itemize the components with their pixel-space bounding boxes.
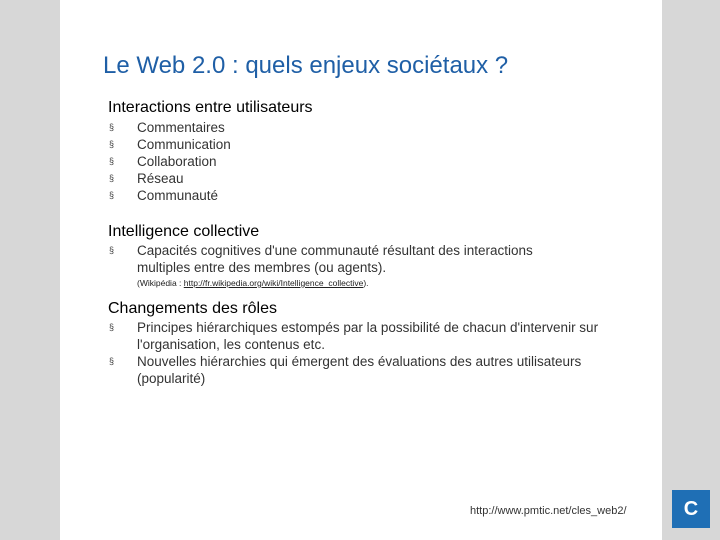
section-heading-intelligence: Intelligence collective [108, 223, 260, 240]
left-side-band [0, 0, 60, 540]
list-item: § Capacités cognitives d'une communauté résultant des interactions multiples entre des membres (ou agents). [109, 243, 533, 275]
roles-list [108, 319, 608, 387]
intelligence-list [108, 242, 558, 276]
list-item: § Communication [109, 137, 231, 152]
section-heading-roles: Changements des rôles [108, 300, 277, 317]
bullet-icon: § [109, 190, 115, 200]
footer-url[interactable]: http://www.pmtic.net/cles_web2/ [470, 505, 627, 517]
bullet-icon: § [109, 156, 115, 166]
wikipedia-link[interactable]: http://fr.wikipedia.org/wiki/Intelligence_collective [183, 278, 364, 288]
interactions-list [108, 119, 231, 204]
bullet-icon: § [109, 356, 115, 366]
brand-logo [672, 490, 710, 528]
slide-title: Le Web 2.0 : quels enjeux sociétaux ? [103, 52, 509, 79]
list-item: § Collaboration [109, 154, 217, 169]
bullet-icon: § [109, 122, 115, 132]
bullet-icon: § [109, 139, 115, 149]
logo-letter: C [683, 497, 699, 520]
bullet-icon: § [109, 245, 115, 255]
list-item: § Commentaires [109, 120, 225, 135]
wikipedia-note: (Wikipédia : http://fr.wikipedia.org/wiki/Intelligence_collective). [137, 278, 369, 288]
right-side-band [662, 0, 720, 540]
section-heading-interactions: Interactions entre utilisateurs [108, 99, 313, 116]
bullet-icon: § [109, 173, 115, 183]
list-item: § Principes hiérarchiques estompés par la possibilité de chacun d'intervenir sur l'organisation, les contenus etc. [109, 320, 599, 352]
list-item: § Nouvelles hiérarchies qui émergent des évaluations des autres utilisateurs (popularité) [109, 354, 582, 386]
list-item: § Communauté [109, 188, 219, 203]
bullet-icon: § [109, 322, 115, 332]
list-item: § Réseau [109, 171, 184, 186]
